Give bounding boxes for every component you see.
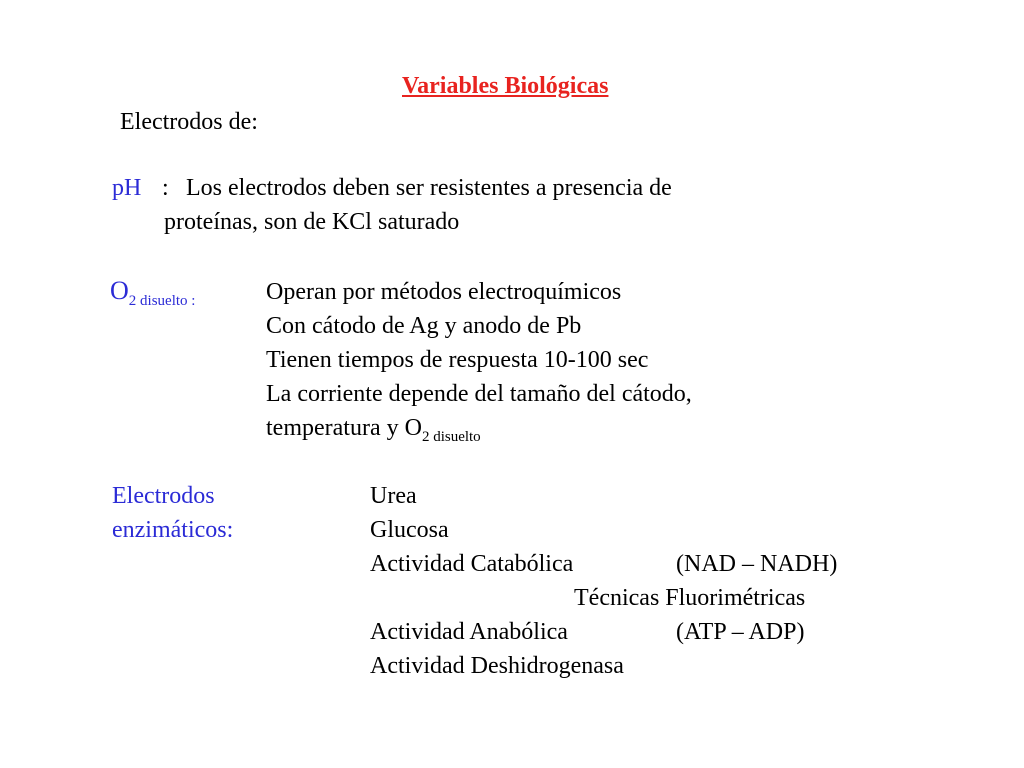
o2-subscript: 2 disuelto : <box>128 293 196 309</box>
enzymatic-item-urea: Urea <box>370 483 417 509</box>
enzymatic-atp: (ATP – ADP) <box>676 619 805 645</box>
enzymatic-label-1: Electrodos <box>112 483 215 509</box>
enzymatic-item-catabolica: Actividad Catabólica <box>370 551 574 577</box>
o2-line-5-subscript: 2 disuelto <box>421 429 481 445</box>
o2-line-5 <box>266 415 481 445</box>
enzymatic-item-deshidrogenasa: Actividad Deshidrogenasa <box>370 653 624 679</box>
o2-line-2: Con cátodo de Ag y anodo de Pb <box>266 313 582 339</box>
ph-line-1: Los electrodos deben ser resistentes a presencia de <box>186 175 672 201</box>
enzymatic-item-anabolica: Actividad Anabólica <box>370 619 568 645</box>
o2-line-5-text: temperatura y O <box>266 415 422 441</box>
o2-line-4: La corriente depende del tamaño del cátodo, <box>266 381 692 407</box>
enzymatic-item-glucosa: Glucosa <box>370 517 449 543</box>
ph-line-2: proteínas, son de KCl saturado <box>164 209 460 235</box>
ph-label: pH <box>112 175 142 201</box>
o2-line-1: Operan por métodos electroquímicos <box>266 279 622 305</box>
o2-line-3: Tienen tiempos de respuesta 10-100 sec <box>266 347 649 373</box>
slide-title: Variables Biológicas <box>402 73 609 99</box>
o2-label <box>110 276 196 309</box>
ph-colon: : <box>162 175 169 201</box>
enzymatic-nad: (NAD – NADH) <box>676 551 838 577</box>
enzymatic-label-2: enzimáticos: <box>112 517 234 543</box>
enzymatic-fluor: Técnicas Fluorimétricas <box>574 585 806 611</box>
intro-text: Electrodos de: <box>120 109 258 135</box>
o2-symbol: O <box>110 276 129 305</box>
